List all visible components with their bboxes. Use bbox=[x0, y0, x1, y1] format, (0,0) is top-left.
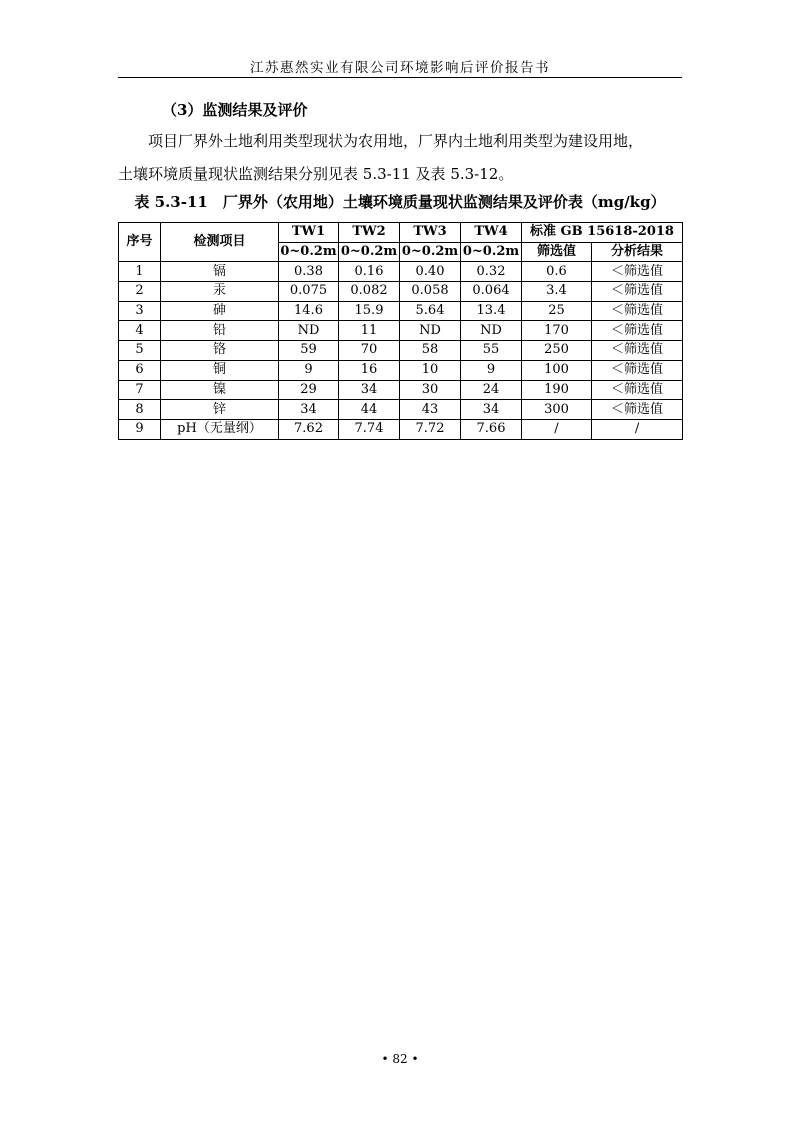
header-depth-tw2: 0~0.2m bbox=[339, 242, 400, 262]
cell-tw4: 0.32 bbox=[461, 262, 522, 282]
cell-seq: 7 bbox=[119, 380, 161, 400]
table-row bbox=[119, 321, 683, 341]
cell-tw2: 0.16 bbox=[339, 262, 400, 282]
cell-item: 镍 bbox=[161, 380, 279, 400]
cell-item: 砷 bbox=[161, 301, 279, 321]
cell-screening: 300 bbox=[522, 400, 592, 420]
cell-seq: 6 bbox=[119, 360, 161, 380]
cell-result: ＜筛选值 bbox=[592, 262, 683, 282]
header-depth-tw3: 0~0.2m bbox=[400, 242, 461, 262]
body-paragraph bbox=[118, 125, 684, 191]
page-number: • 82 • bbox=[381, 1052, 419, 1066]
table-row bbox=[119, 400, 683, 420]
cell-seq: 1 bbox=[119, 262, 161, 282]
cell-item: 铅 bbox=[161, 321, 279, 341]
cell-tw1: 0.38 bbox=[279, 262, 339, 282]
header-rule bbox=[118, 77, 682, 78]
table-body bbox=[119, 262, 683, 439]
cell-tw4: 7.66 bbox=[461, 419, 522, 439]
cell-tw1: 0.075 bbox=[279, 282, 339, 302]
cell-tw4: 24 bbox=[461, 380, 522, 400]
cell-seq: 5 bbox=[119, 341, 161, 361]
cell-tw1: 59 bbox=[279, 341, 339, 361]
header-tw2: TW2 bbox=[339, 223, 400, 243]
cell-item: pH（无量纲） bbox=[161, 419, 279, 439]
cell-item: 镉 bbox=[161, 262, 279, 282]
cell-tw2: 70 bbox=[339, 341, 400, 361]
cell-result: ＜筛选值 bbox=[592, 282, 683, 302]
cell-tw3: 5.64 bbox=[400, 301, 461, 321]
cell-result: ＜筛选值 bbox=[592, 321, 683, 341]
cell-tw3: 43 bbox=[400, 400, 461, 420]
cell-tw3: 58 bbox=[400, 341, 461, 361]
cell-tw3: 0.40 bbox=[400, 262, 461, 282]
cell-screening: 100 bbox=[522, 360, 592, 380]
cell-result: ＜筛选值 bbox=[592, 380, 683, 400]
cell-tw2: 11 bbox=[339, 321, 400, 341]
cell-screening: 190 bbox=[522, 380, 592, 400]
header-tw3: TW3 bbox=[400, 223, 461, 243]
cell-tw3: 7.72 bbox=[400, 419, 461, 439]
cell-tw3: 10 bbox=[400, 360, 461, 380]
cell-tw2: 44 bbox=[339, 400, 400, 420]
table-caption: 表 5.3-11 厂界外（农用地）土壤环境质量现状监测结果及评价表（mg/kg） bbox=[134, 193, 666, 211]
cell-result: ＜筛选值 bbox=[592, 360, 683, 380]
table-row bbox=[119, 301, 683, 321]
cell-screening: 250 bbox=[522, 341, 592, 361]
header-item: 检测项目 bbox=[161, 223, 279, 262]
document-header: 江苏惠然实业有限公司环境影响后评价报告书 bbox=[250, 60, 550, 76]
table-row bbox=[119, 380, 683, 400]
cell-tw4: ND bbox=[461, 321, 522, 341]
table-row bbox=[119, 262, 683, 282]
header-tw4: TW4 bbox=[461, 223, 522, 243]
cell-tw4: 55 bbox=[461, 341, 522, 361]
cell-tw4: 0.064 bbox=[461, 282, 522, 302]
soil-monitoring-table bbox=[118, 222, 683, 440]
cell-seq: 3 bbox=[119, 301, 161, 321]
cell-tw2: 0.082 bbox=[339, 282, 400, 302]
cell-tw1: 29 bbox=[279, 380, 339, 400]
cell-seq: 4 bbox=[119, 321, 161, 341]
cell-item: 锌 bbox=[161, 400, 279, 420]
paragraph-line-1: 项目厂界外土地利用类型现状为农用地，厂界内土地利用类型为建设用地， bbox=[148, 132, 644, 150]
header-seq: 序号 bbox=[119, 223, 161, 262]
cell-seq: 2 bbox=[119, 282, 161, 302]
cell-result: ＜筛选值 bbox=[592, 400, 683, 420]
cell-seq: 8 bbox=[119, 400, 161, 420]
cell-item: 铬 bbox=[161, 341, 279, 361]
cell-screening: 0.6 bbox=[522, 262, 592, 282]
header-tw1: TW1 bbox=[279, 223, 339, 243]
cell-tw2: 34 bbox=[339, 380, 400, 400]
cell-result: ＜筛选值 bbox=[592, 341, 683, 361]
paragraph-line-2: 土壤环境质量现状监测结果分别见表 5.3-11 及表 5.3-12。 bbox=[118, 165, 514, 183]
cell-seq: 9 bbox=[119, 419, 161, 439]
cell-item: 汞 bbox=[161, 282, 279, 302]
header-depth-tw1: 0~0.2m bbox=[279, 242, 339, 262]
cell-result: ＜筛选值 bbox=[592, 301, 683, 321]
cell-tw2: 16 bbox=[339, 360, 400, 380]
cell-tw1: 34 bbox=[279, 400, 339, 420]
cell-item: 铜 bbox=[161, 360, 279, 380]
section-title: （3）监测结果及评价 bbox=[162, 101, 308, 119]
cell-screening: 3.4 bbox=[522, 282, 592, 302]
table-row bbox=[119, 341, 683, 361]
cell-tw4: 34 bbox=[461, 400, 522, 420]
cell-tw4: 13.4 bbox=[461, 301, 522, 321]
header-standard: 标准 GB 15618-2018 bbox=[522, 223, 683, 243]
cell-tw2: 7.74 bbox=[339, 419, 400, 439]
cell-tw1: 9 bbox=[279, 360, 339, 380]
header-depth-tw4: 0~0.2m bbox=[461, 242, 522, 262]
header-result: 分析结果 bbox=[592, 242, 683, 262]
cell-tw2: 15.9 bbox=[339, 301, 400, 321]
header-screening: 筛选值 bbox=[522, 242, 592, 262]
cell-tw1: ND bbox=[279, 321, 339, 341]
table-row bbox=[119, 282, 683, 302]
cell-tw1: 7.62 bbox=[279, 419, 339, 439]
cell-screening: 25 bbox=[522, 301, 592, 321]
cell-tw4: 9 bbox=[461, 360, 522, 380]
cell-tw3: ND bbox=[400, 321, 461, 341]
cell-screening: / bbox=[522, 419, 592, 439]
cell-result: / bbox=[592, 419, 683, 439]
cell-screening: 170 bbox=[522, 321, 592, 341]
table-row bbox=[119, 360, 683, 380]
cell-tw3: 0.058 bbox=[400, 282, 461, 302]
table-row bbox=[119, 419, 683, 439]
cell-tw3: 30 bbox=[400, 380, 461, 400]
cell-tw1: 14.6 bbox=[279, 301, 339, 321]
